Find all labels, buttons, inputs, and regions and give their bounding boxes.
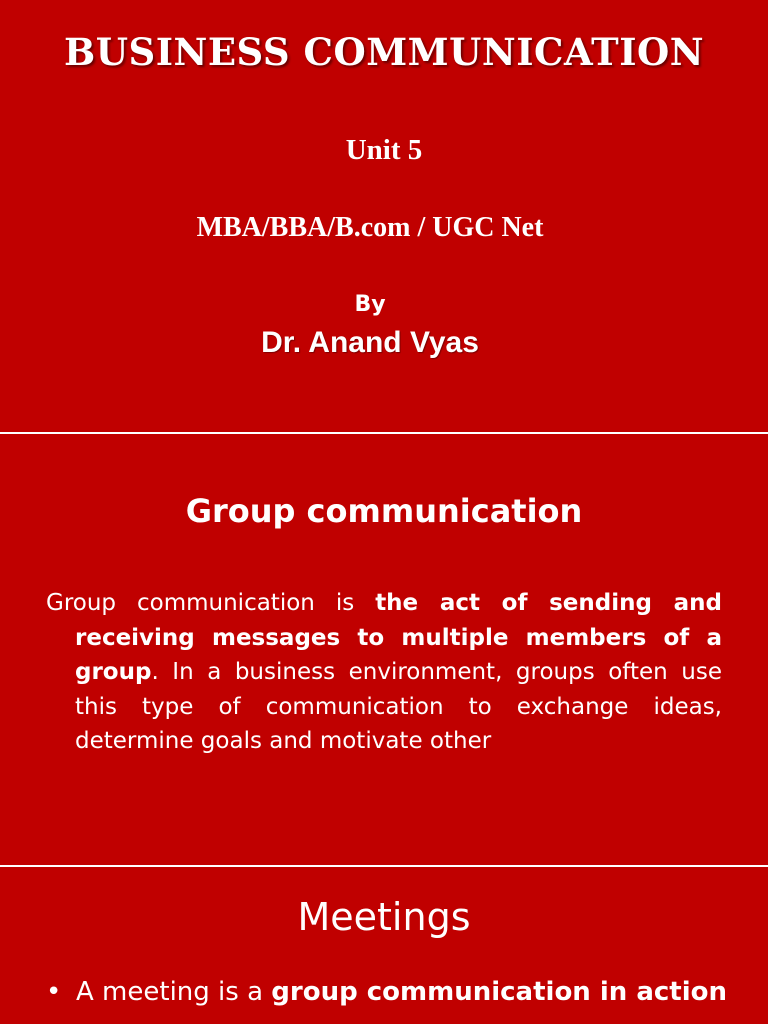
author-name: Dr. Anand Vyas xyxy=(261,326,479,359)
bullet-icon: • xyxy=(46,977,62,1007)
definition-intro: Group communication is xyxy=(46,590,376,616)
slide-heading: Group communication xyxy=(185,492,583,530)
by-label: By xyxy=(354,292,386,317)
slide-meetings xyxy=(0,867,768,1024)
bullet-item xyxy=(46,974,736,1010)
definition-paragraph xyxy=(46,586,722,759)
course-list: MBA/BBA/B.com / UGC Net xyxy=(196,212,544,243)
unit-label: Unit 5 xyxy=(345,134,423,166)
slide-heading: Meetings xyxy=(297,895,471,939)
slide-group-communication xyxy=(0,434,768,865)
slide-title xyxy=(0,0,768,432)
definition-emphasis: the act of sending and receiving messages to multiple members of a group xyxy=(75,590,722,685)
definition-rest: . In a business environment, groups often use this type of communication to exchange ideas, determine goals and motivate other xyxy=(75,659,722,754)
bullet-intro: A meeting is a xyxy=(76,977,272,1007)
presentation-title: BUSINESS COMMUNICATION xyxy=(63,30,705,74)
bullet-emphasis: group communication in action xyxy=(271,977,728,1007)
